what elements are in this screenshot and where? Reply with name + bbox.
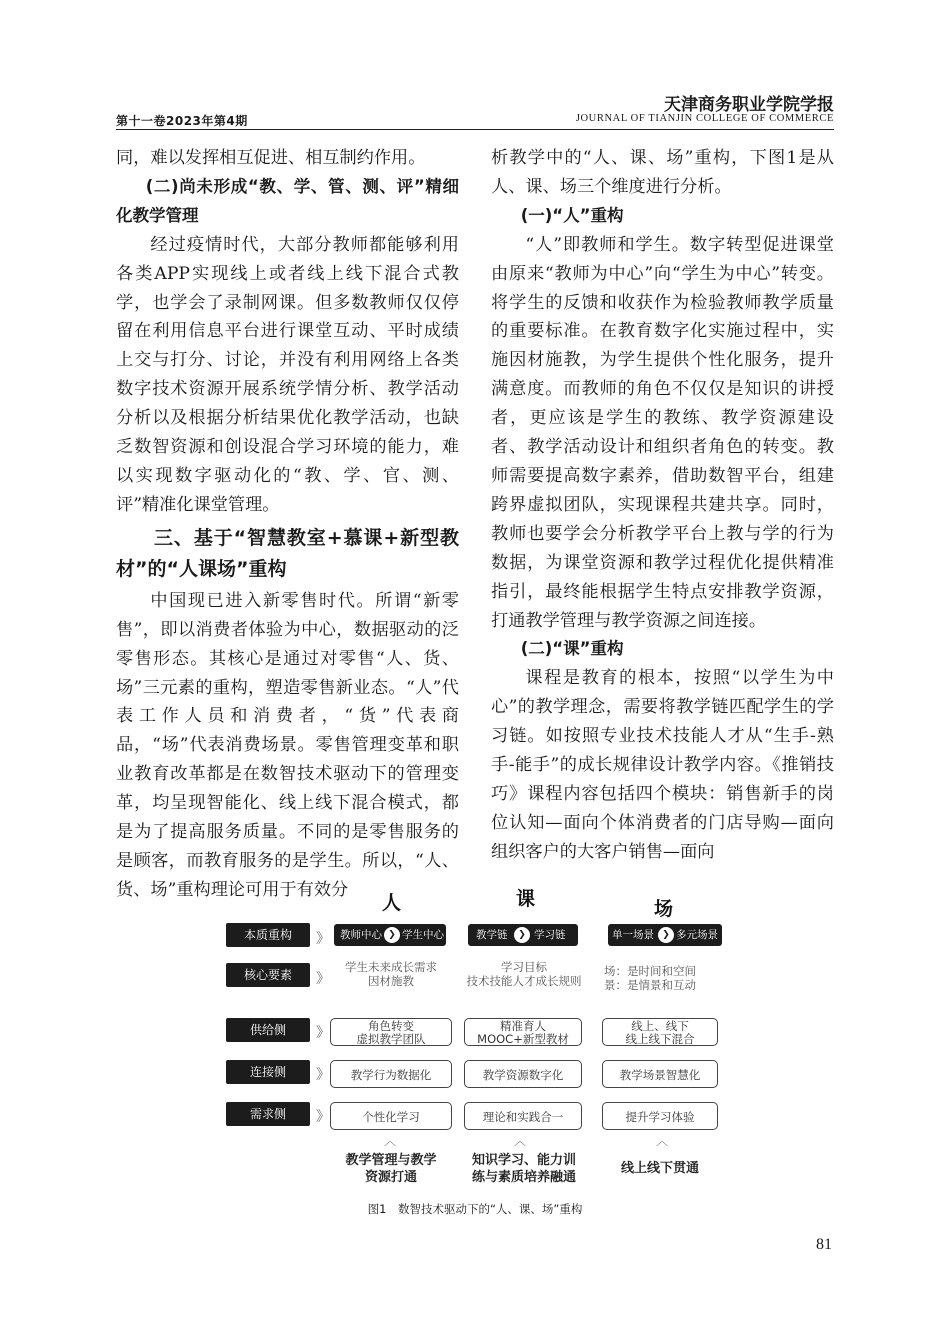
text-line: 练与素质培养融通 (471, 1170, 576, 1185)
subsection-heading: (一)“人”重构 (520, 205, 624, 225)
pill-ren (334, 924, 446, 946)
text-line: 学生未来成长需求 (345, 960, 437, 974)
category-supply: 供给侧 (226, 1018, 310, 1042)
category-link: 连接侧 (226, 1060, 310, 1084)
category-core: 核心要素 (226, 963, 310, 987)
text-line: 景：是情景和互动 (604, 978, 696, 992)
subsection-heading: (二)尚未形成“教、学、管、测、评”精细化教学管理 (116, 176, 459, 225)
journal-title-cn: 天津商务职业学院学报 (664, 95, 834, 115)
text-line: 技术技能人才成长规则 (466, 974, 582, 988)
outcome-ke (458, 1152, 590, 1186)
link-ren: 教学行为数据化 (330, 1060, 452, 1088)
text-line: 资源打通 (364, 1170, 417, 1185)
text-line: 线上、线下 (631, 1019, 689, 1033)
dimension-ren: 人 (382, 892, 402, 914)
pill-label: 教学链 (476, 929, 508, 941)
header-rule (116, 129, 834, 130)
supply-ke (464, 1018, 582, 1046)
core-ren (336, 960, 446, 988)
text-line: 知识学习、能力训 (471, 1153, 576, 1168)
dimension-ke: 课 (516, 888, 536, 910)
text-line: 精准育人 (500, 1019, 546, 1033)
paragraph: 中国现已进入新零售时代。所谓“新零售”，即以消费者体验为中心，数据驱动的泛零售形态。其核心是通过对零售“人、货、场”三元素的重构，塑造零售新业态。“人”代表工作人员和消费者，“货”代表商品，“场”代表消费场景。零售管理变革和职业教育改革都是在数智技术驱动下的管理变革，均呈现智能化、线上线下混合模式，都是为了提高服务质量。不同的是零售服务的是顾客，而教育服务的是学生。所以，“人、货、场”重构理论可用于有效分 (116, 590, 459, 900)
paragraph: 同，难以发挥相互促进、相互制约作用。 (116, 148, 426, 168)
supply-ren (330, 1018, 452, 1046)
text-line: 因材施教 (368, 974, 414, 988)
core-ke (454, 960, 594, 988)
pill-label: 教师中心 (340, 929, 382, 941)
pill-ke (468, 924, 578, 946)
pill-label: 学生中心 (402, 929, 444, 941)
caret-up-icon: ︿ (514, 1134, 527, 1148)
text-line: 场：是时间和空间 (604, 964, 696, 978)
journal-volume: 第十一卷2023年第4期 (116, 114, 248, 128)
demand-ke: 理论和实践合一 (464, 1102, 582, 1130)
arrow-icon: 》 (316, 931, 330, 947)
text-line: MOOC+新型教材 (477, 1032, 569, 1046)
pill-label: 单一场景 (612, 929, 654, 941)
demand-ren: 个性化学习 (330, 1102, 452, 1130)
journal-title-en: JOURNAL OF TIANJIN COLLEGE OF COMMERCE (575, 113, 834, 124)
pill-label: 多元场景 (676, 929, 718, 941)
subsection-heading: (二)“课”重构 (520, 639, 624, 659)
dimension-chang: 场 (654, 898, 674, 920)
link-chang: 教学场景智慧化 (602, 1060, 718, 1088)
pill-label: 学习链 (534, 929, 566, 941)
outcome-ren (328, 1152, 454, 1186)
arrow-icon: 》 (316, 1067, 330, 1083)
section-heading: 三、基于“智慧教室+慕课+新型教材”的“人课场”重构 (116, 526, 459, 580)
left-column (116, 144, 459, 905)
text-line: 教学管理与教学 (345, 1153, 437, 1168)
page-number: 81 (816, 1236, 832, 1253)
arrow-icon: 》 (316, 1025, 330, 1041)
chevron-right-icon: ❯ (658, 927, 674, 943)
figure-diagram (218, 880, 728, 1190)
text-line: 虚拟教学团队 (356, 1032, 426, 1046)
chevron-right-icon: ❯ (514, 927, 530, 943)
link-ke: 教学资源数字化 (464, 1060, 582, 1088)
category-demand: 需求侧 (226, 1102, 310, 1126)
paragraph: 析教学中的“人、课、场”重构，下图1是从人、课、场三个维度进行分析。 (491, 148, 834, 197)
core-chang (604, 964, 728, 992)
category-essence: 本质重构 (226, 923, 310, 947)
chevron-right-icon: ❯ (384, 927, 400, 943)
pill-chang (608, 924, 722, 946)
arrow-icon: 》 (316, 1109, 330, 1125)
figure-caption: 图1 数智技术驱动下的“人、课、场”重构 (367, 1202, 583, 1216)
text-line: 线上线下混合 (625, 1032, 695, 1046)
supply-chang (602, 1018, 718, 1046)
caret-up-icon: ︿ (656, 1134, 669, 1148)
paragraph: 课程是教育的根本，按照“以学生为中心”的教学理念，需要将教学链匹配学生的学习链。如按照专业技术技能人才从“生手-熟手-能手”的成长规律设计教学内容。《推销技巧》课程内容包括四个模块：销售新手的岗位认知—面向个体消费者的门店导购—面向组织客户的大客户销售—面向 (491, 668, 834, 862)
text-line: 角色转变 (368, 1019, 414, 1033)
arrow-icon: 》 (316, 971, 330, 987)
text-line: 学习目标 (501, 960, 547, 974)
demand-chang: 提升学习体验 (602, 1102, 718, 1130)
right-column (491, 144, 834, 867)
paragraph: “人”即教师和学生。数字转型促进课堂由原来“教师为中心”向“学生为中心”转变。将学生的反馈和收获作为检验教师教学质量的重要标准。在教育数字化实施过程中，实施因材施教，为学生提供个性化服务，提升满意度。而教师的角色不仅仅是知识的讲授者，更应该是学生的教练、教学资源建设者、教学活动设计和组织者角色的转变。教师需要提高数字素养，借助数智平台，组建跨界虚拟团队，实现课程共建共享。同时，教师也要学会分析教学平台上教与学的行为数据，为课堂资源和教学过程优化提供精准指引，最终能根据学生特点安排教学资源，打通教学管理与教学资源之间连接。 (491, 234, 834, 631)
paragraph: 经过疫情时代，大部分教师都能够利用各类APP实现线上或者线上线下混合式教学，也学会了录制网课。但多数教师仅仅停留在利用信息平台进行课堂互动、平时成绩上交与打分、讨论，并没有利用网络上各类数字技术资源开展系统学情分析、教学活动分析以及根据分析结果优化教学活动，也缺乏数智资源和创设混合学习环境的能力，难以实现数字驱动化的“教、学、官、测、评”精准化课堂管理。 (116, 234, 459, 515)
outcome-chang: 线上线下贯通 (620, 1161, 699, 1176)
caret-up-icon: ︿ (384, 1134, 397, 1148)
